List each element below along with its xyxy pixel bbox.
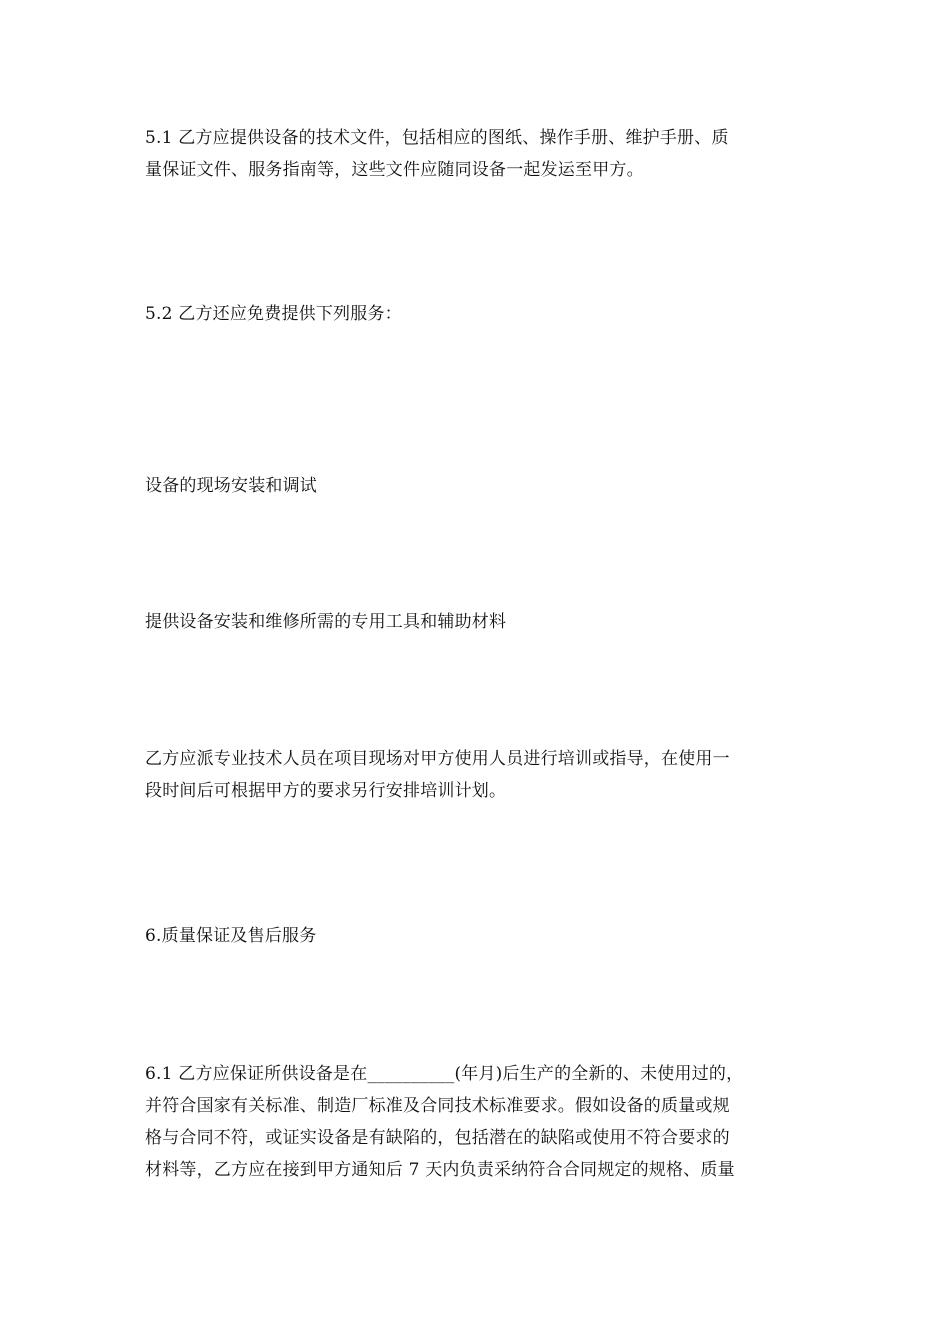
clause-6-1-line-3: 格与合同不符，或证实设备是有缺陷的，包括潜在的缺陷或使用不符合要求的 bbox=[145, 1128, 730, 1148]
section-6-heading bbox=[145, 920, 805, 952]
clause-6-1 bbox=[145, 1058, 805, 1186]
section-6-heading-line-1: 6.质量保证及售后服务 bbox=[145, 926, 317, 946]
clause-6-1-line-1: 6.1 乙方应保证所供设备是在__________(年月)后生产的全新的、未使用过的， bbox=[145, 1064, 744, 1084]
service-item-installation-line-1: 设备的现场安装和调试 bbox=[145, 476, 317, 496]
clause-6-1-line-2: 并符合国家有关标准、制造厂标准及合同技术标准要求。假如设备的质量或规 bbox=[145, 1096, 730, 1116]
clause-5-2 bbox=[145, 298, 805, 330]
service-item-training-line-1: 乙方应派专业技术人员在项目现场对甲方使用人员进行培训或指导，在使用一 bbox=[145, 749, 730, 769]
clause-5-1-line-2: 量保证文件、服务指南等，这些文件应随同设备一起发运至甲方。 bbox=[145, 160, 644, 180]
clause-5-1 bbox=[145, 122, 805, 186]
service-item-tools bbox=[145, 606, 805, 638]
service-item-installation bbox=[145, 470, 805, 502]
clause-6-1-line-4: 材料等，乙方应在接到甲方通知后 7 天内负责采纳符合合同规定的规格、质量 bbox=[145, 1160, 735, 1180]
service-item-training-line-2: 段时间后可根据甲方的要求另行安排培训计划。 bbox=[145, 781, 507, 801]
clause-5-2-line-1: 5.2 乙方还应免费提供下列服务： bbox=[145, 304, 402, 324]
service-item-training bbox=[145, 743, 805, 807]
clause-5-1-line-1: 5.1 乙方应提供设备的技术文件，包括相应的图纸、操作手册、维护手册、质 bbox=[145, 128, 729, 148]
service-item-tools-line-1: 提供设备安装和维修所需的专用工具和辅助材料 bbox=[145, 612, 507, 632]
